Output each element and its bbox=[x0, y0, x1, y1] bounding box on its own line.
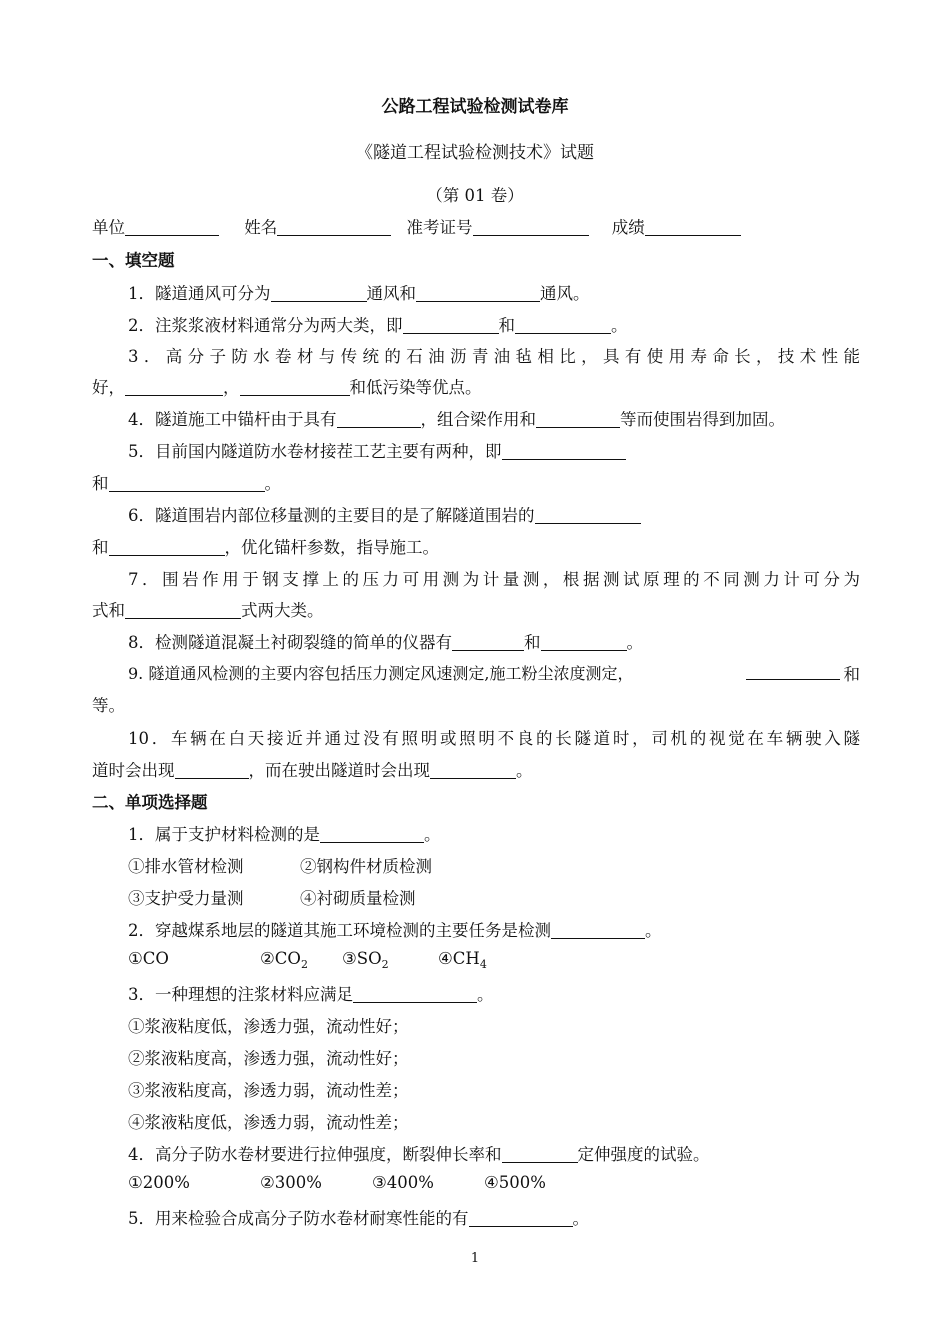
choice-question-1: 1．属于支护材料检测的是 。 bbox=[128, 825, 441, 844]
answer-blank[interactable] bbox=[452, 632, 524, 651]
answer-blank[interactable] bbox=[416, 283, 540, 302]
answer-blank[interactable] bbox=[109, 473, 265, 492]
fill-question-3-line-2: 好， ， 和低污染等优点。 bbox=[92, 378, 482, 397]
info-label-unit: 单位 bbox=[92, 218, 125, 237]
name-blank[interactable] bbox=[277, 217, 391, 236]
answer-blank[interactable] bbox=[240, 377, 350, 396]
fill-question-1: 1．隧道通风可分为 通风和 通风。 bbox=[128, 284, 590, 303]
fill-question-4: 4．隧道施工中锚杆由于具有 ，组合梁作用和 等而使围岩得到加固。 bbox=[128, 410, 785, 429]
info-label-ticket: 准考证号 bbox=[406, 218, 473, 237]
option-4[interactable]: ④500% bbox=[484, 1173, 546, 1192]
answer-blank[interactable] bbox=[469, 1208, 573, 1227]
option-4[interactable]: ④衬砌质量检测 bbox=[300, 889, 416, 908]
option-3[interactable]: ③400% bbox=[372, 1173, 434, 1192]
section-fill-in-heading: 一、填空题 bbox=[92, 251, 175, 270]
answer-blank[interactable] bbox=[502, 1144, 578, 1163]
answer-blank[interactable] bbox=[535, 505, 641, 524]
option-2[interactable]: ②300% bbox=[260, 1173, 322, 1192]
answer-blank[interactable] bbox=[109, 537, 225, 556]
choice-question-5: 5．用来检验合成高分子防水卷材耐寒性能的有 。 bbox=[128, 1209, 589, 1228]
answer-blank[interactable] bbox=[337, 409, 421, 428]
option-2[interactable]: $②CO_2$ bbox=[260, 949, 308, 971]
choice-question-2-options bbox=[128, 949, 896, 971]
answer-blank[interactable] bbox=[125, 377, 223, 396]
volume-number: （第 01 卷） bbox=[426, 186, 524, 205]
fill-question-9-line-2: 等。 bbox=[92, 696, 125, 715]
candidate-info-row bbox=[92, 214, 860, 238]
option-2[interactable]: ②浆液粘度高，渗透力强，流动性好； bbox=[128, 1049, 409, 1068]
option-3[interactable]: ③浆液粘度高，渗透力弱，流动性差； bbox=[128, 1081, 409, 1100]
option-2[interactable]: ②钢构件材质检测 bbox=[300, 857, 432, 876]
document-title: 公路工程试验检测试卷库 bbox=[381, 97, 569, 117]
option-3[interactable]: $③SO_2$ bbox=[342, 949, 389, 971]
fill-question-5-line-1: 5．目前国内隧道防水卷材接茬工艺主要有两种，即 bbox=[128, 438, 896, 462]
answer-blank[interactable] bbox=[403, 315, 499, 334]
choice-question-1-options-a bbox=[128, 853, 896, 877]
option-1[interactable]: ①CO bbox=[128, 949, 169, 968]
unit-blank[interactable] bbox=[125, 217, 219, 236]
info-label-name: 姓名 bbox=[244, 218, 278, 237]
page-number: 1 bbox=[470, 1251, 480, 1266]
choice-question-4-options bbox=[128, 1173, 896, 1192]
answer-blank[interactable] bbox=[536, 409, 620, 428]
fill-question-8: 8．检测隧道混凝土衬砌裂缝的简单的仪器有 和 。 bbox=[128, 633, 643, 652]
fill-question-5-line-2: 和 。 bbox=[92, 474, 281, 493]
fill-question-3-line-1: 3．高分子防水卷材与传统的石油沥青油毡相比，具有使用寿命长，技术性能 bbox=[128, 347, 860, 366]
answer-blank[interactable] bbox=[175, 760, 249, 779]
exam-subtitle: 《隧道工程试验检测技术》试题 bbox=[356, 143, 594, 163]
option-4[interactable]: $④CH_4$ bbox=[438, 949, 487, 971]
fill-question-10-line-2: 道时会出现 ，而在驶出隧道时会出现 。 bbox=[92, 761, 533, 780]
answer-blank[interactable] bbox=[746, 661, 840, 680]
ticket-number-blank[interactable] bbox=[473, 217, 589, 236]
fill-question-2: 2．注浆浆液材料通常分为两大类，即 和 。 bbox=[128, 316, 628, 335]
fill-question-6-line-2: 和 ，优化锚杆参数，指导施工。 bbox=[92, 538, 439, 557]
answer-blank[interactable] bbox=[502, 441, 626, 460]
answer-blank[interactable] bbox=[551, 920, 645, 939]
fill-question-7-line-2: 式和 式两大类。 bbox=[92, 601, 324, 620]
choice-question-1-options-b bbox=[128, 885, 896, 909]
option-1[interactable]: ①200% bbox=[128, 1173, 190, 1192]
fill-question-9-line-1: 9. 隧道通风检测的主要内容包括压力测定风速测定,施工粉尘浓度测定， 和 bbox=[128, 661, 860, 685]
choice-question-2: 2．穿越煤系地层的隧道其施工环境检测的主要任务是检测 。 bbox=[128, 921, 662, 940]
answer-blank[interactable] bbox=[320, 824, 424, 843]
answer-blank[interactable] bbox=[271, 283, 367, 302]
answer-blank[interactable] bbox=[353, 984, 477, 1003]
answer-blank[interactable] bbox=[430, 760, 516, 779]
option-3[interactable]: ③支护受力量测 bbox=[128, 889, 244, 908]
fill-question-6-line-1: 6．隧道围岩内部位移量测的主要目的是了解隧道围岩的 bbox=[128, 502, 896, 526]
answer-blank[interactable] bbox=[125, 600, 241, 619]
score-blank[interactable] bbox=[645, 217, 741, 236]
choice-question-4: 4．高分子防水卷材要进行拉伸强度，断裂伸长率和 定伸强度的试验。 bbox=[128, 1145, 710, 1164]
info-label-score: 成绩 bbox=[611, 218, 645, 237]
choice-question-3: 3．一种理想的注浆材料应满足 。 bbox=[128, 985, 494, 1004]
fill-question-10-line-1: 10．车辆在白天接近并通过没有照明或照明不良的长隧道时，司机的视觉在车辆驶入隧 bbox=[128, 729, 860, 748]
option-4[interactable]: ④浆液粘度低，渗透力弱，流动性差； bbox=[128, 1113, 409, 1132]
answer-blank[interactable] bbox=[541, 632, 627, 651]
section-single-choice-heading: 二、单项选择题 bbox=[92, 793, 208, 812]
fill-question-7-line-1: 7．围岩作用于钢支撑上的压力可用测为计量测，根据测试原理的不同测力计可分为 bbox=[128, 570, 860, 589]
answer-blank[interactable] bbox=[515, 315, 611, 334]
option-1[interactable]: ①浆液粘度低，渗透力强，流动性好； bbox=[128, 1017, 409, 1036]
option-1[interactable]: ①排水管材检测 bbox=[128, 857, 244, 876]
